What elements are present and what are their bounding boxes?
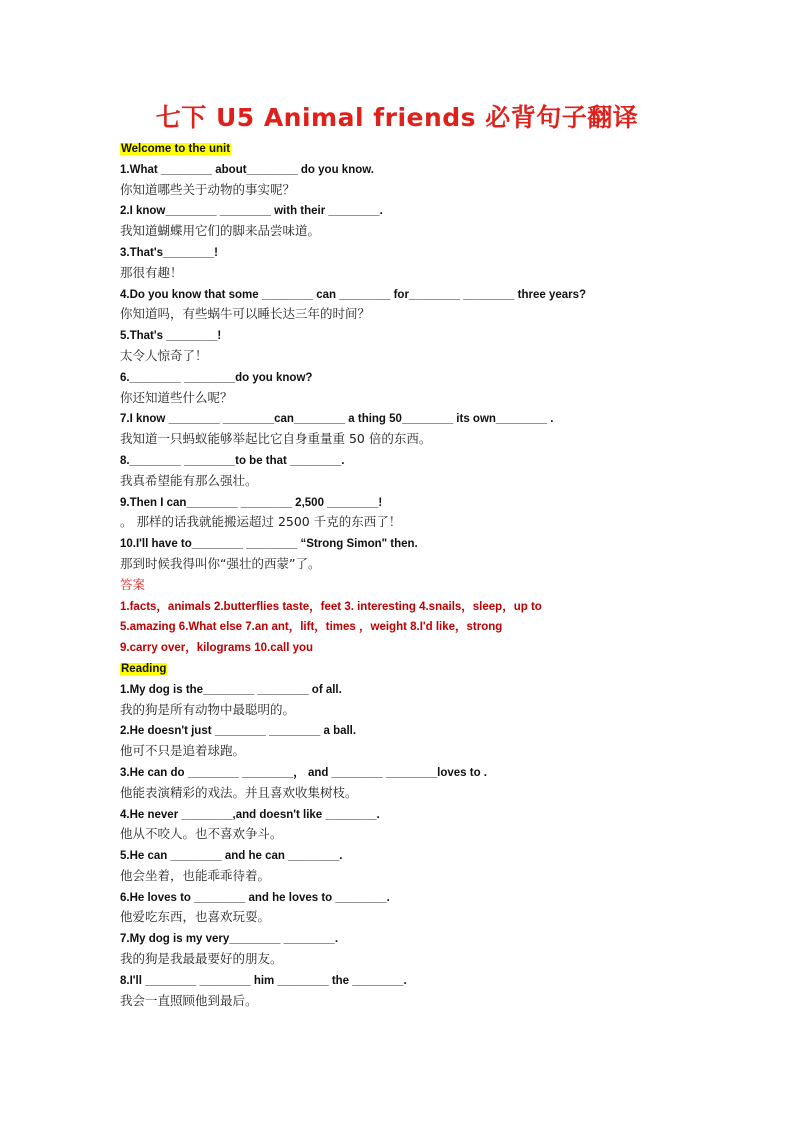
exercise-sentence: 4.Do you know that some ________ can ________ for________ ________ three years?	[120, 288, 587, 301]
section-heading: Welcome to the unit	[121, 143, 231, 155]
chinese-translation: 那到时候我得叫你“强壮的西蒙”了。	[120, 555, 321, 571]
exercise-sentence: 9.Then I can________ ________ 2,500 ________!	[120, 496, 383, 509]
exercise-sentence: 3.That's________!	[120, 246, 218, 259]
exercise-sentence: 8.________ ________to be that ________.	[120, 454, 345, 467]
exercise-sentence: 6.He loves to ________ and he loves to ________.	[120, 891, 390, 904]
chinese-translation: 他会坐着，也能乖乖待着。	[120, 867, 271, 883]
chinese-translation: 我真希望能有那么强壮。	[120, 472, 258, 488]
chinese-translation: 太令人惊奇了！	[120, 347, 208, 363]
chinese-translation: 他可不只是追着球跑。	[120, 743, 246, 759]
exercise-sentence: 10.I'll have to________ ________ “Strong Simon" then.	[120, 538, 418, 551]
exercise-sentence: 2.I know________ ________ with their ________.	[120, 205, 383, 218]
exercise-sentence: 2.He doesn't just ________ ________ a ball.	[120, 725, 357, 738]
exercise-sentence: 5.He can ________ and he can ________.	[120, 850, 343, 863]
chinese-translation: 你还知道些什么呢？	[120, 389, 233, 405]
exercise-sentence: 7.I know ________ ________can________ a thing 50________ its own________ .	[120, 413, 554, 426]
section-heading: Reading	[121, 662, 167, 675]
answer-line: 1.facts，animals 2.butterflies taste，feet 3. interesting 4.snails，sleep，up to	[120, 600, 542, 613]
exercise-sentence: 1.What ________ about________ do you know.	[120, 163, 374, 176]
answer-heading: 答案	[120, 576, 146, 592]
answer-line: 5.amazing 6.What else 7.an ant，lift，times ，weight 8.I'd like，strong	[120, 621, 503, 634]
chinese-translation: 他从不咬人。也不喜欢争斗。	[120, 826, 283, 842]
page-title: 七下 U5 Animal friends 必背句子翻译	[155, 103, 639, 132]
chinese-translation: 我知道一只蚂蚁能够举起比它自身重量重 50 倍的东西。	[120, 431, 432, 447]
chinese-translation: 那很有趣！	[120, 264, 183, 280]
chinese-translation: 你知道吗，有些蜗牛可以睡长达三年的时间？	[120, 306, 371, 322]
chinese-translation: 我的狗是我最最要好的朋友。	[120, 951, 283, 967]
exercise-sentence: 1.My dog is the________ ________ of all.	[120, 683, 342, 696]
document-content	[120, 138, 680, 1011]
chinese-translation: 你知道哪些关于动物的事实呢？	[120, 181, 296, 197]
chinese-translation: 他能表演精彩的戏法。并且喜欢收集树枝。	[120, 784, 358, 800]
answer-line: 9.carry over，kilograms 10.call you	[120, 642, 314, 655]
exercise-sentence: 7.My dog is my very________ ________.	[120, 933, 339, 946]
exercise-sentence: 6.________ ________do you know?	[120, 371, 313, 384]
chinese-translation: 他爱吃东西，也喜欢玩耍。	[120, 909, 271, 925]
section-welcome-to-the-unit	[120, 138, 680, 658]
exercise-sentence: 5.That's ________!	[120, 330, 222, 343]
chinese-translation: 我知道蝴蝶用它们的脚来品尝味道。	[120, 223, 321, 239]
exercise-sentence: 8.I'll ________ ________ him ________ the ________.	[120, 974, 407, 987]
exercise-sentence: 4.He never ________,and doesn't like ________.	[120, 808, 380, 821]
exercise-sentence: 3.He can do ________ ________， and ________ ________loves to .	[120, 766, 487, 779]
chinese-translation: 。 那样的话我就能搬运超过 2500 千克的东西了！	[120, 514, 402, 530]
section-reading	[120, 658, 680, 1012]
chinese-translation: 我会一直照顾他到最后。	[120, 992, 258, 1008]
chinese-translation: 我的狗是所有动物中最聪明的。	[120, 701, 296, 717]
